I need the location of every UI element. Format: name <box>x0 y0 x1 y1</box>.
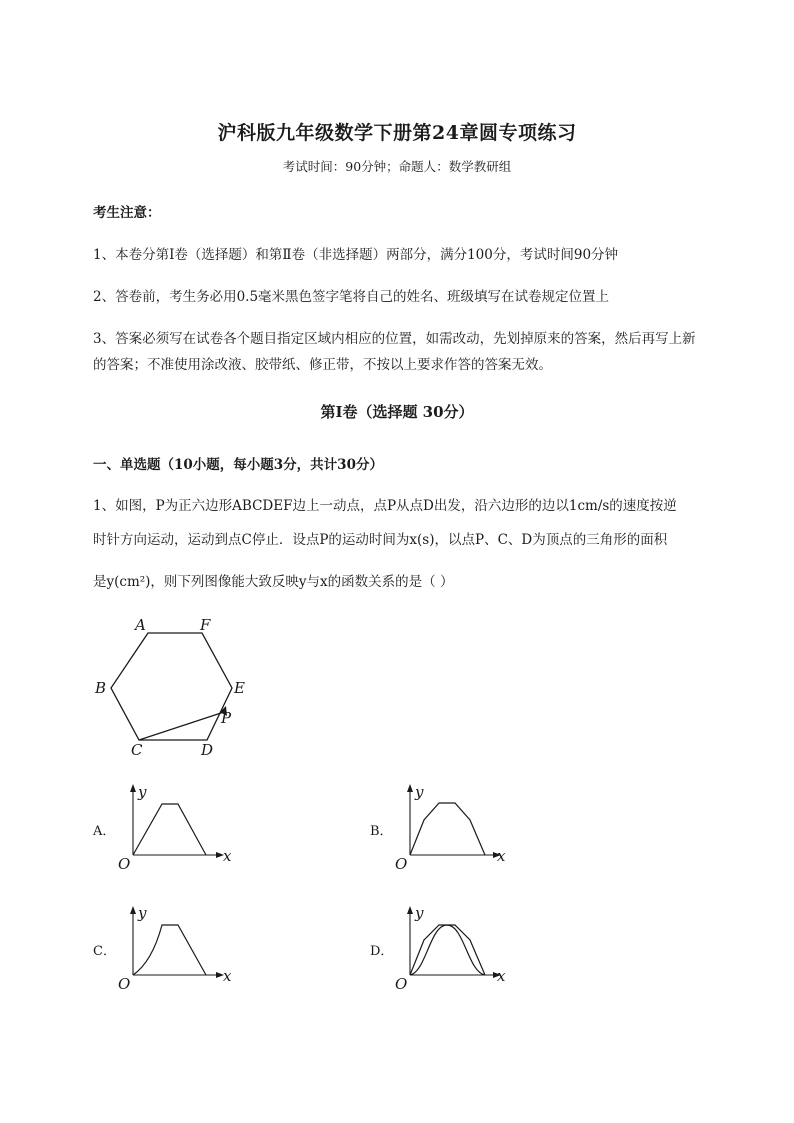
point-p: P <box>221 709 232 727</box>
graph-b-x-label: x <box>497 847 506 865</box>
graph-a-origin: O <box>118 855 131 873</box>
graph-d-origin: O <box>395 975 408 993</box>
graph-b[interactable] <box>395 783 506 873</box>
graph-a-y-label: y <box>138 783 147 801</box>
vertex-d: D <box>201 741 214 759</box>
choice-b-label[interactable]: B． <box>370 824 393 839</box>
question-1-line-1: 1、如图，P为正六边形ABCDEF边上一动点，点P从点D出发，沿六边形的边以1cm/s的速度按逆 <box>93 498 677 514</box>
graph-a-curve <box>133 804 206 855</box>
vertex-e: E <box>234 679 245 697</box>
choice-c-label[interactable]: C． <box>93 944 116 959</box>
notice-item-1: 1、本卷分第I卷（选择题）和第Ⅱ卷（非选择题）两部分，满分100分，考试时间90分钟 <box>93 247 619 263</box>
vertex-b: B <box>95 679 107 697</box>
vertex-f: F <box>200 616 211 634</box>
graph-c-y-label: y <box>138 904 147 922</box>
graph-d-polyline <box>410 925 485 975</box>
graph-c-origin: O <box>118 975 131 993</box>
graph-c-curve <box>133 925 206 975</box>
graph-b-curve <box>410 803 485 855</box>
notice-heading: 考生注意： <box>93 205 161 221</box>
graph-a-x-label: x <box>223 847 232 865</box>
graph-a[interactable] <box>118 783 232 873</box>
graph-b-y-label: y <box>415 783 424 801</box>
notice-item-3-cont: 的答案；不准使用涂改液、胶带纸、修正带，不按以上要求作答的答案无效。 <box>93 357 552 373</box>
graph-d-x-label: x <box>497 967 506 985</box>
graph-c-x-label: x <box>223 967 232 985</box>
question-1-line-3: 是y(cm²)，则下列图像能大致反映y与x的函数关系的是（ ） <box>93 574 454 590</box>
choice-a-label[interactable]: A． <box>93 824 116 839</box>
page-title: 沪科版九年级数学下册第24章圆专项练习 <box>217 122 577 144</box>
vertex-a: A <box>135 616 146 634</box>
notice-item-3: 3、答案必须写在试卷各个题目指定区域内相应的位置，如需改动，先划掉原来的答案，然后再写上新 <box>93 331 696 347</box>
section-title: 第I卷（选择题 30分） <box>320 403 474 421</box>
graph-d[interactable] <box>395 904 506 993</box>
graph-b-origin: O <box>395 855 408 873</box>
choice-d-label[interactable]: D． <box>370 944 394 959</box>
question-1-line-2: 时针方向运动，运动到点C停止．设点P的运动时间为x(s)，以点P、C、D为顶点的三角形的面积 <box>93 532 668 548</box>
exam-info: 考试时间：90分钟；命题人：数学教研组 <box>282 159 512 174</box>
vertex-c: C <box>131 741 143 759</box>
graph-c[interactable] <box>118 904 232 993</box>
notice-item-2: 2、答卷前，考生务必用0.5毫米黑色签字笔将自己的姓名、班级填写在试卷规定位置上 <box>93 289 610 305</box>
graph-d-y-label: y <box>415 904 424 922</box>
part-heading: 一、单选题（10小题，每小题3分，共计30分） <box>93 457 383 473</box>
